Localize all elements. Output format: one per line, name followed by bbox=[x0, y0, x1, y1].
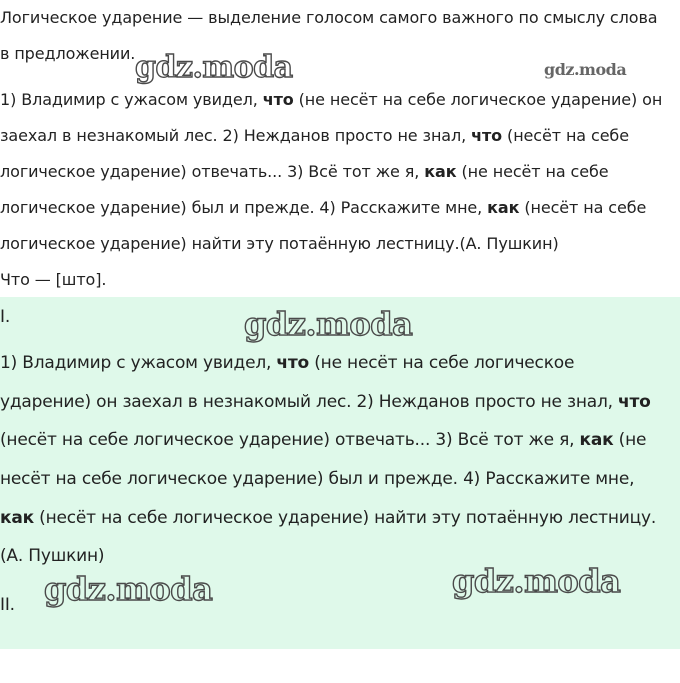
transcription-line: Что — [што]. bbox=[0, 270, 107, 289]
answer-line-5: как (несёт на себе логическое ударение) найти эту потаённую лестницу. bbox=[0, 508, 657, 528]
example-line-1: 1) Владимир с ужасом увидел, что (не несёт на себе логическое ударение) он bbox=[0, 90, 663, 109]
answer-source: (А. Пушкин) bbox=[0, 546, 105, 566]
example-line-4: логическое ударение) был и прежде. 4) Расскажите мне, как (несёт на себе bbox=[0, 198, 647, 217]
answer-line-1: 1) Владимир с ужасом увидел, что (не несёт на себе логическое bbox=[0, 353, 575, 373]
watermark-logo-small: gdz.moda bbox=[544, 60, 627, 79]
answer-marker-1: I. bbox=[0, 307, 11, 327]
watermark-logo: gdz.moda bbox=[44, 570, 213, 608]
watermark-logo: gdz.moda bbox=[452, 562, 621, 600]
answer-line-4: несёт на себе логическое ударение) был и прежде. 4) Расскажите мне, bbox=[0, 469, 635, 489]
answer-marker-2: II. bbox=[0, 595, 15, 615]
definition-line-1: Логическое ударение — выделение голосом самого важного по смыслу слова bbox=[0, 8, 658, 27]
example-line-2: заехал в незнакомый лес. 2) Нежданов просто не знал, что (несёт на себе bbox=[0, 126, 629, 145]
example-line-3: логическое ударение) отвечать... 3) Всё тот же я, как (не несёт на себе bbox=[0, 162, 609, 181]
answer-line-2: ударение) он заехал в незнакомый лес. 2) Нежданов просто не знал, что bbox=[0, 392, 651, 412]
example-line-5: логическое ударение) найти эту потаённую лестницу.(А. Пушкин) bbox=[0, 234, 559, 253]
watermark-logo: gdz.moda bbox=[135, 50, 293, 85]
watermark-logo: gdz.moda bbox=[244, 305, 413, 343]
definition-line-2: в предложении. bbox=[0, 44, 136, 63]
answer-line-3: (несёт на себе логическое ударение) отвечать... 3) Всё тот же я, как (не bbox=[0, 430, 647, 450]
